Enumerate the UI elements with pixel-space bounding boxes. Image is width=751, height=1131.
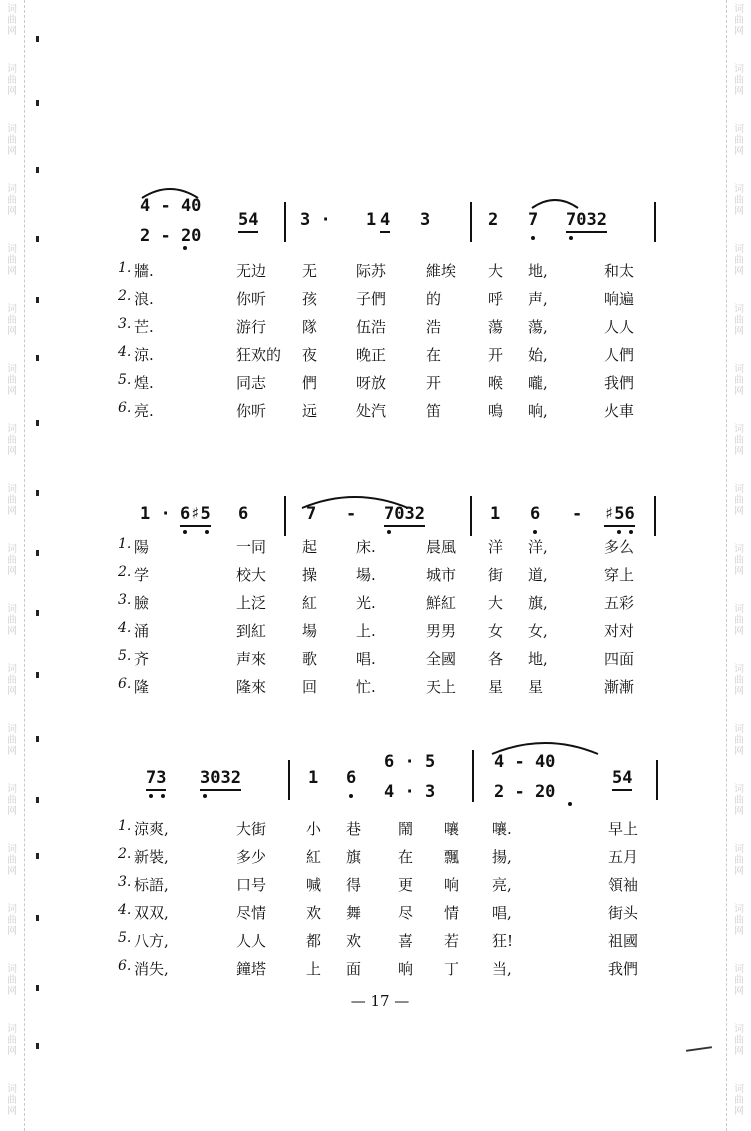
octave-dot <box>203 794 207 798</box>
lyric-syllable: 芒. <box>134 318 154 336</box>
lyric-syllable: 五月 <box>608 848 639 866</box>
lyric-syllable: 同志 <box>236 374 267 392</box>
lyric-syllable: 双双, <box>134 904 169 922</box>
lyric-row <box>0 902 751 928</box>
lyric-syllable: 到紅 <box>236 622 267 640</box>
watermark-text: 词曲网 <box>734 4 744 37</box>
margin-tick <box>36 167 39 173</box>
watermark-text: 词曲网 <box>7 244 17 277</box>
lyric-syllable: 街头 <box>608 904 639 922</box>
watermark-text: 词曲网 <box>734 784 744 817</box>
lyric-syllable: 呀放 <box>356 374 387 392</box>
lyric-syllable: 都 <box>306 932 322 950</box>
lyric-syllable: 远 <box>302 402 318 420</box>
lyric-syllable: 洋 <box>488 538 504 556</box>
lyric-syllable: 床. <box>356 538 376 556</box>
lyric-syllable: 涌 <box>134 622 150 640</box>
lyric-syllable: 游行 <box>236 318 267 336</box>
lyric-syllable: 蕩, <box>528 318 548 336</box>
lyric-syllable: 光. <box>356 594 376 612</box>
lyric-syllable: 标語, <box>134 876 169 894</box>
octave-dot <box>149 794 153 798</box>
octave-dot <box>349 794 353 798</box>
lyric-syllable: 浩 <box>426 318 442 336</box>
lyric-syllable: 鐘塔 <box>236 960 267 978</box>
watermark-text: 词曲网 <box>734 304 744 337</box>
barline <box>656 760 658 800</box>
lyric-syllable: 陽 <box>134 538 150 556</box>
verse-number: 1. <box>118 818 132 834</box>
lyric-syllable: 口号 <box>236 876 267 894</box>
watermark-text: 词曲网 <box>7 904 17 937</box>
lyric-syllable: 天上 <box>426 678 457 696</box>
lyric-syllable: 們 <box>302 374 318 392</box>
lyric-syllable: 唱. <box>356 650 376 668</box>
lyric-syllable: 人們 <box>604 346 635 364</box>
lyric-syllable: 亮, <box>492 876 512 894</box>
lyric-row <box>0 930 751 956</box>
lyric-syllable: 唱, <box>492 904 512 922</box>
lyric-row <box>0 648 751 674</box>
lyric-syllable: 校大 <box>236 566 267 584</box>
watermark-text: 词曲网 <box>734 844 744 877</box>
note-group: 6♯5 <box>180 504 211 527</box>
lyric-syllable: 四面 <box>604 650 635 668</box>
watermark-text: 词曲网 <box>7 124 17 157</box>
note-group: 7032 <box>384 504 425 527</box>
lyric-syllable: 晨風 <box>426 538 457 556</box>
lyric-syllable: 上 <box>306 960 322 978</box>
octave-dot <box>183 530 187 534</box>
note-group: 54 <box>612 768 632 791</box>
barline <box>654 496 656 536</box>
lyric-syllable: 狂! <box>492 932 514 950</box>
verse-number: 2. <box>118 846 132 862</box>
barline <box>470 202 472 242</box>
lyric-syllable: 大街 <box>236 820 267 838</box>
lyric-syllable: 場 <box>302 622 318 640</box>
lyric-syllable: 喊 <box>306 876 322 894</box>
verse-number: 5. <box>118 648 132 664</box>
octave-dot <box>183 246 187 250</box>
note-group: 3 <box>420 210 431 230</box>
lyric-syllable: 八方, <box>134 932 169 950</box>
lyric-syllable: 洋, <box>528 538 548 556</box>
lyric-syllable: 欢 <box>306 904 322 922</box>
lyric-syllable: 地, <box>528 650 548 668</box>
verse-number: 5. <box>118 930 132 946</box>
verse-number: 2. <box>118 564 132 580</box>
lyric-syllable: 当, <box>492 960 512 978</box>
watermark-text: 词曲网 <box>7 364 17 397</box>
lyric-syllable: 漸漸 <box>604 678 635 696</box>
lyric-row <box>0 676 751 702</box>
lyric-syllable: 面 <box>346 960 362 978</box>
lyric-syllable: 星 <box>528 678 544 696</box>
lyric-syllable: 响遍 <box>604 290 635 308</box>
lyric-syllable: 多么 <box>604 538 635 556</box>
lyric-syllable: 人人 <box>604 318 635 336</box>
lyric-syllable: 笛 <box>426 402 442 420</box>
lyric-syllable: 隆 <box>134 678 150 696</box>
octave-dot <box>568 802 572 806</box>
lyric-syllable: 全國 <box>426 650 457 668</box>
lyric-syllable: 晚正 <box>356 346 387 364</box>
note-group: 2 - 20 <box>140 226 202 246</box>
watermark-text: 词曲网 <box>734 664 744 697</box>
lyric-syllable: 齐 <box>134 650 150 668</box>
watermark-text: 词曲网 <box>7 724 17 757</box>
watermark-text: 词曲网 <box>734 364 744 397</box>
lyric-syllable: 更 <box>398 876 414 894</box>
watermark-text: 词曲网 <box>7 184 17 217</box>
note-group: 4 - 40 <box>140 196 202 216</box>
lyric-syllable: 际苏 <box>356 262 387 280</box>
watermark-text: 词曲网 <box>734 244 744 277</box>
watermark-text: 词曲网 <box>7 1084 17 1117</box>
watermark-text: 词曲网 <box>7 964 17 997</box>
lyric-syllable: 得 <box>346 876 362 894</box>
lyric-row <box>0 344 751 370</box>
watermark-text: 词曲网 <box>7 64 17 97</box>
lyric-syllable: 各 <box>488 650 504 668</box>
lyric-syllable: 尽 <box>398 904 414 922</box>
verse-number: 1. <box>118 536 132 552</box>
lyric-syllable: 臉 <box>134 594 150 612</box>
watermark-text: 词曲网 <box>734 1024 744 1057</box>
lyric-syllable: 无边 <box>236 262 267 280</box>
lyric-row <box>0 536 751 562</box>
verse-number: 6. <box>118 400 132 416</box>
verse-number: 2. <box>118 288 132 304</box>
lyric-syllable: 响 <box>444 876 460 894</box>
lyric-syllable: 始, <box>528 346 548 364</box>
note-group: 6 <box>238 504 249 524</box>
lyric-row <box>0 564 751 590</box>
watermark-text: 词曲网 <box>734 484 744 517</box>
note-group: 1 <box>366 210 377 230</box>
lyric-syllable: 忙. <box>356 678 376 696</box>
note-group: 6 <box>346 768 357 788</box>
lyric-syllable: 你听 <box>236 402 267 420</box>
lyric-row <box>0 316 751 342</box>
lyric-syllable: 新裝, <box>134 848 169 866</box>
note-group: 1 <box>308 768 319 788</box>
octave-dot <box>387 530 391 534</box>
lyric-syllable: 响, <box>528 402 548 420</box>
lyric-syllable: 嚷 <box>444 820 460 838</box>
lyric-syllable: 在 <box>398 848 414 866</box>
lyric-syllable: 多少 <box>236 848 267 866</box>
verse-number: 4. <box>118 902 132 918</box>
note-group: 6 <box>530 504 541 524</box>
octave-dot <box>205 530 209 534</box>
lyric-syllable: 牆. <box>134 262 154 280</box>
lyric-syllable: 嚷. <box>492 820 512 838</box>
verse-number: 4. <box>118 344 132 360</box>
note-group: 7032 <box>566 210 607 233</box>
note-group: 54 <box>238 210 258 233</box>
lyric-syllable: 歌 <box>302 650 318 668</box>
barline <box>470 496 472 536</box>
watermark-text: 词曲网 <box>734 184 744 217</box>
lyric-syllable: 狂欢的 <box>236 346 282 364</box>
watermark-text: 词曲网 <box>734 124 744 157</box>
lyric-syllable: 消失, <box>134 960 169 978</box>
watermark-text: 词曲网 <box>7 424 17 457</box>
margin-tick <box>36 36 39 42</box>
lyric-row <box>0 288 751 314</box>
lyric-syllable: 子們 <box>356 290 387 308</box>
lyric-syllable: 一同 <box>236 538 267 556</box>
lyric-syllable: 穿上 <box>604 566 635 584</box>
lyric-syllable: 我們 <box>608 960 639 978</box>
lyric-syllable: 涼. <box>134 346 154 364</box>
lyric-syllable: 旗 <box>346 848 362 866</box>
lyric-syllable: 揚, <box>492 848 512 866</box>
lyric-syllable: 人人 <box>236 932 267 950</box>
lyric-syllable: 早上 <box>608 820 639 838</box>
verse-number: 3. <box>118 874 132 890</box>
octave-dot <box>533 530 537 534</box>
verse-number: 4. <box>118 620 132 636</box>
note-group: - <box>572 504 583 524</box>
watermark-text: 词曲网 <box>7 484 17 517</box>
lyric-syllable: 无 <box>302 262 318 280</box>
lyric-syllable: 紅 <box>306 848 322 866</box>
octave-dot <box>161 794 165 798</box>
lyric-syllable: 处汽 <box>356 402 387 420</box>
watermark-text: 词曲网 <box>7 844 17 877</box>
lyric-syllable: 操 <box>302 566 318 584</box>
lyric-row <box>0 400 751 426</box>
verse-number: 3. <box>118 592 132 608</box>
lyric-syllable: 你听 <box>236 290 267 308</box>
score-line-3 <box>0 740 751 820</box>
lyric-syllable: 火車 <box>604 402 635 420</box>
lyric-syllable: 响 <box>398 960 414 978</box>
lyric-syllable: 浪. <box>134 290 154 308</box>
barline <box>284 496 286 536</box>
lyric-syllable: 回 <box>302 678 318 696</box>
watermark-text: 词曲网 <box>7 304 17 337</box>
verse-number: 1. <box>118 260 132 276</box>
watermark-text: 词曲网 <box>734 544 744 577</box>
lyric-syllable: 学 <box>134 566 150 584</box>
watermark-text: 词曲网 <box>734 424 744 457</box>
lyric-syllable: 旗, <box>528 594 548 612</box>
note-group: - <box>346 504 357 524</box>
lyric-syllable: 起 <box>302 538 318 556</box>
note-group: 4 · 3 <box>384 782 436 802</box>
lyric-syllable: 欢 <box>346 932 362 950</box>
lyric-syllable: 大 <box>488 594 504 612</box>
lyric-row <box>0 874 751 900</box>
note-group: ♯56 <box>604 504 635 527</box>
lyric-syllable: 开 <box>426 374 442 392</box>
lyric-syllable: 尽情 <box>236 904 267 922</box>
lyric-syllable: 情 <box>444 904 460 922</box>
lyric-row <box>0 372 751 398</box>
watermark-text: 词曲网 <box>7 1024 17 1057</box>
lyric-syllable: 和太 <box>604 262 635 280</box>
lyric-syllable: 开 <box>488 346 504 364</box>
lyric-syllable: 上. <box>356 622 376 640</box>
lyric-syllable: 丁 <box>444 960 460 978</box>
verse-number: 5. <box>118 372 132 388</box>
octave-dot <box>617 530 621 534</box>
lyric-row <box>0 958 751 984</box>
lyric-syllable: 我們 <box>604 374 635 392</box>
lyric-syllable: 男男 <box>426 622 457 640</box>
page-number: — 17 — <box>350 992 410 1010</box>
barline <box>654 202 656 242</box>
margin-tick <box>36 1043 39 1049</box>
watermark-text: 词曲网 <box>734 604 744 637</box>
watermark-text: 词曲网 <box>734 1084 744 1117</box>
lyric-syllable: 若 <box>444 932 460 950</box>
lyric-syllable: 大 <box>488 262 504 280</box>
note-group: 73 <box>146 768 166 791</box>
lyric-syllable: 煌. <box>134 374 154 392</box>
lyric-syllable: 涼爽, <box>134 820 169 838</box>
lyric-syllable: 五彩 <box>604 594 635 612</box>
watermark-text: 词曲网 <box>734 64 744 97</box>
barline <box>284 202 286 242</box>
octave-dot <box>569 236 573 240</box>
lyric-syllable: 上泛 <box>236 594 267 612</box>
lyric-row <box>0 260 751 286</box>
lyric-syllable: 飄 <box>444 848 460 866</box>
lyric-syllable: 場. <box>356 566 376 584</box>
note-group: 4 - 40 <box>494 752 556 772</box>
lyric-row <box>0 592 751 618</box>
lyric-syllable: 隆來 <box>236 678 267 696</box>
verse-number: 6. <box>118 676 132 692</box>
lyric-syllable: 街 <box>488 566 504 584</box>
lyric-syllable: 对对 <box>604 622 635 640</box>
lyric-syllable: 伍浩 <box>356 318 387 336</box>
watermark-text: 词曲网 <box>7 544 17 577</box>
lyric-row <box>0 846 751 872</box>
lyric-syllable: 声來 <box>236 650 267 668</box>
lyric-row <box>0 818 751 844</box>
verse-number: 3. <box>118 316 132 332</box>
lyric-syllable: 道, <box>528 566 548 584</box>
lyric-syllable: 亮. <box>134 402 154 420</box>
lyric-syllable: 隊 <box>302 318 318 336</box>
note-group: 6 · 5 <box>384 752 436 772</box>
lyric-syllable: 嚨, <box>528 374 548 392</box>
octave-dot <box>531 236 535 240</box>
lyric-syllable: 紅 <box>302 594 318 612</box>
lyric-syllable: 女 <box>488 622 504 640</box>
note-group: 7 <box>306 504 317 524</box>
watermark-text: 词曲网 <box>734 904 744 937</box>
lyric-syllable: 喉 <box>488 374 504 392</box>
octave-dot <box>629 530 633 534</box>
lyric-syllable: 領袖 <box>608 876 639 894</box>
lyric-syllable: 孩 <box>302 290 318 308</box>
lyric-syllable: 女, <box>528 622 548 640</box>
lyric-syllable: 舞 <box>346 904 362 922</box>
barline <box>288 760 290 800</box>
lyric-syllable: 城市 <box>426 566 457 584</box>
lyric-syllable: 喜 <box>398 932 414 950</box>
lyric-syllable: 声, <box>528 290 548 308</box>
note-group: 2 - 20 <box>494 782 556 802</box>
watermark-text: 词曲网 <box>7 784 17 817</box>
note-group: 7 <box>528 210 539 230</box>
margin-tick <box>36 100 39 106</box>
slur <box>530 194 580 210</box>
note-group: 1 · <box>140 504 171 524</box>
lyric-syllable: 鬧 <box>398 820 414 838</box>
lyric-syllable: 蕩 <box>488 318 504 336</box>
lyric-syllable: 小 <box>306 820 322 838</box>
lyric-syllable: 的 <box>426 290 442 308</box>
note-group: 2 <box>488 210 499 230</box>
watermark-text: 词曲网 <box>734 964 744 997</box>
watermark-text: 词曲网 <box>734 724 744 757</box>
note-group: 1 <box>490 504 501 524</box>
watermark-text: 词曲网 <box>7 664 17 697</box>
lyric-syllable: 鳴 <box>488 402 504 420</box>
lyric-syllable: 呼 <box>488 290 504 308</box>
lyric-syllable: 鮮紅 <box>426 594 457 612</box>
lyric-syllable: 在 <box>426 346 442 364</box>
note-group: 3032 <box>200 768 241 791</box>
watermark-text: 词曲网 <box>7 4 17 37</box>
lyric-row <box>0 620 751 646</box>
watermark-text: 词曲网 <box>7 604 17 637</box>
lyric-syllable: 地, <box>528 262 548 280</box>
verse-number: 6. <box>118 958 132 974</box>
corner-mark <box>686 1046 712 1052</box>
lyric-syllable: 祖國 <box>608 932 639 950</box>
lyric-syllable: 維埃 <box>426 262 457 280</box>
lyric-syllable: 星 <box>488 678 504 696</box>
note-group: 4 <box>380 210 390 233</box>
lyric-syllable: 夜 <box>302 346 318 364</box>
margin-tick <box>36 985 39 991</box>
lyric-syllable: 巷 <box>346 820 362 838</box>
barline <box>472 750 474 802</box>
note-group: 3 · <box>300 210 331 230</box>
